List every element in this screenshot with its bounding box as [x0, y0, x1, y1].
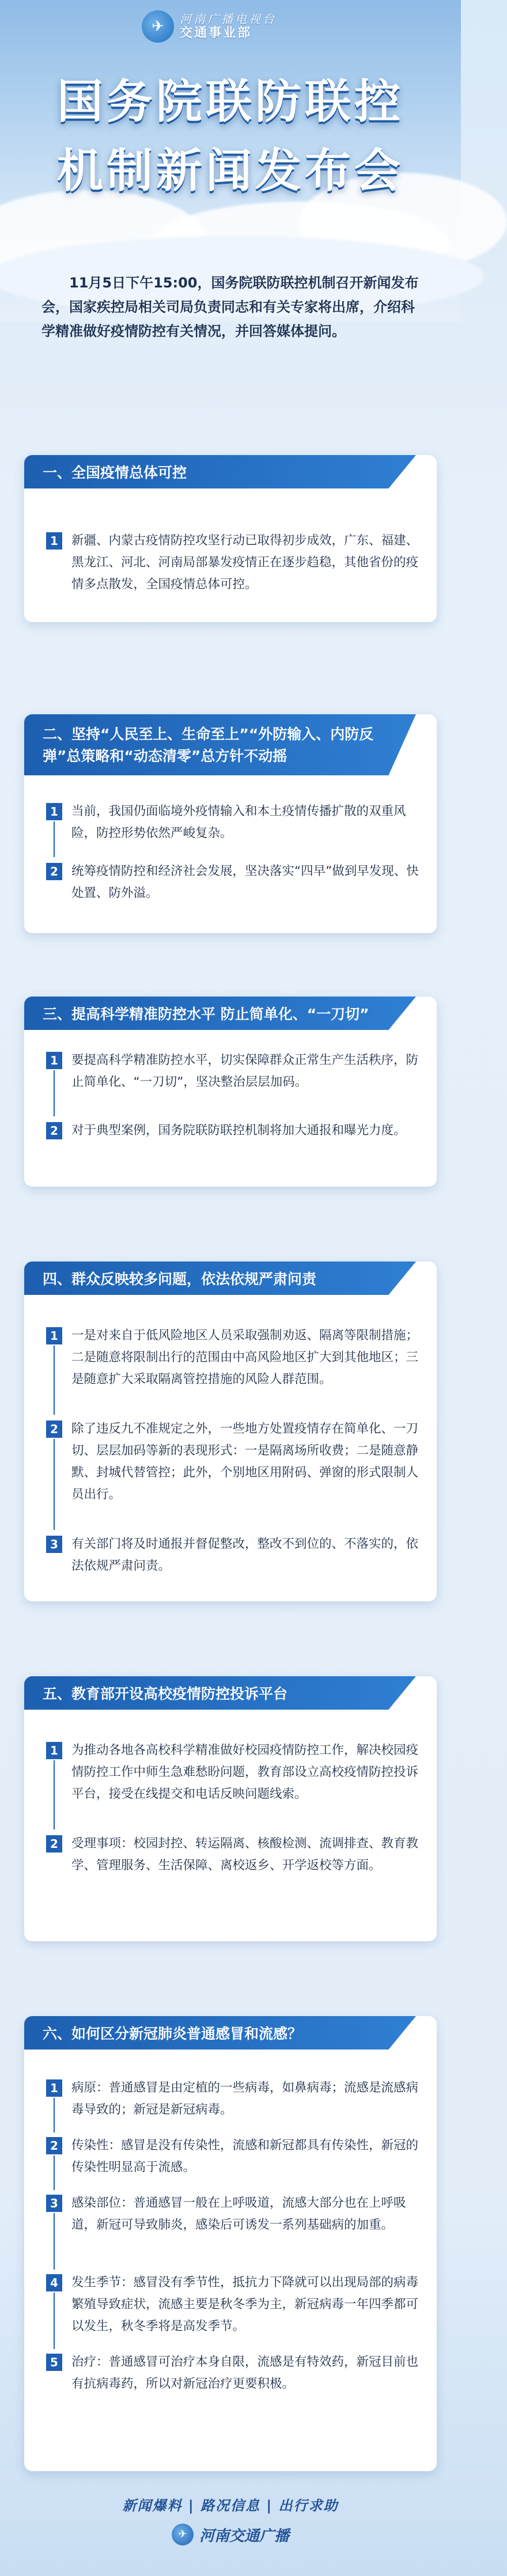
item-text: 除了违反九不准规定之外，一些地方处置疫情存在简单化、一刀切、层层加码等新的表现形式：一是隔离场所收费；二是随意静默、封城代替管控；此外，个别地区用附码、弹窗的形式限制人员出行。	[71, 1422, 419, 1502]
item-text: 病原：普通感冒是由定植的一些病毒，如鼻病毒；流感是流感病毒导致的；新冠是新冠病毒。	[71, 2081, 419, 2117]
item-text: 要提高科学精准防控水平，切实保障群众正常生产生活秩序，防止简单化、“一刀切”，坚决整治层层加码。	[71, 1053, 419, 1089]
item-number: 1	[46, 803, 62, 820]
connector-line	[54, 1070, 55, 1116]
section-title: 四、群众反映较多问题，依法依规严肃问责	[43, 1271, 317, 1287]
connector-line	[54, 2098, 55, 2132]
logo-line1: 河南广播电视台	[180, 12, 277, 26]
connector-line	[54, 821, 55, 857]
connector-line	[54, 2293, 55, 2349]
item-number: 2	[46, 1835, 62, 1853]
connector-line	[54, 2155, 55, 2190]
intro-paragraph: 11月5日下午15:00，国务院联防联控机制召开新闻发布会，国家疾控局相关司局负责同志和有关专家将出席，介绍科学精准做好疫情防控有关情况，并回答媒体提问。	[41, 275, 419, 339]
connector-line	[54, 1346, 55, 1415]
section-card	[24, 1262, 437, 1601]
item-text: 当前，我国仍面临境外疫情输入和本土疫情传播扩散的双重风险，防控形势依然严峻复杂。	[71, 804, 406, 840]
item-text: 受理事项：校园封控、转运隔离、核酸检测、流调排查、教育教学、管理服务、生活保障、离校返乡、开学返校等方面。	[71, 1836, 419, 1873]
item-text: 为推动各地各高校科学精准做好校园疫情防控工作，解决校园疫情防控工作中师生急难愁盼问题，教育部设立高校疫情防控投诉平台，接受在线提交和电话反映问题线索。	[71, 1743, 419, 1801]
item-number: 4	[46, 2274, 62, 2291]
item-text: 发生季节：感冒没有季节性，抵抗力下降就可以出现局部的病毒繁殖导致症状，流感主要是秋冬季为主，新冠病毒一年四季都可以发生，秋冬季将是高发季节。	[71, 2275, 419, 2333]
item-number: 1	[46, 1052, 62, 1069]
item-number: 3	[46, 2195, 62, 2212]
section-title: 三、提高科学精准防控水平 防止简单化、“一刀切”	[43, 1006, 369, 1022]
item-number: 3	[46, 1536, 62, 1553]
radio-logo-icon: ✈	[172, 2524, 194, 2545]
footer	[0, 2494, 461, 2545]
item-text: 有关部门将及时通报并督促整改，整改不到位的、不落实的，依法依规严肃问责。	[71, 1537, 419, 1573]
item-number: 1	[46, 532, 62, 550]
item-number: 2	[46, 1420, 62, 1438]
section-card	[24, 2016, 437, 2471]
item-text: 对于典型案例，国务院联防联控机制将加大通报和曝光力度。	[71, 1123, 406, 1138]
footer-brand-logo	[172, 2524, 289, 2545]
section-card	[24, 714, 437, 933]
page-title-line1: 国务院联防联控	[57, 75, 404, 128]
connector-line	[54, 2213, 55, 2270]
station-logo-icon: ✈	[142, 10, 174, 43]
item-number: 2	[46, 1122, 62, 1139]
connector-line	[54, 1760, 55, 1829]
section-title: 五、教育部开设高校疫情防控投诉平台	[43, 1685, 288, 1702]
station-logo	[142, 10, 277, 43]
item-number: 2	[46, 2137, 62, 2154]
section-title: 六、如何区分新冠肺炎普通感冒和流感？	[43, 2025, 302, 2042]
logo-line2: 交通事业部	[180, 25, 252, 40]
item-text: 感染部位：普通感冒一般在上呼吸道，流感大部分也在上呼吸道，新冠可导致肺炎，感染后可诱发一系列基础病的加重。	[71, 2196, 406, 2232]
item-text: 新疆、内蒙古疫情防控攻坚行动已取得初步成效，广东、福建、黑龙江、河北、河南局部暴发疫情正在逐步趋稳，其他省份的疫情多点散发，全国疫情总体可控。	[71, 533, 419, 592]
connector-line	[54, 1439, 55, 1530]
item-number: 5	[46, 2354, 62, 2371]
item-number: 1	[46, 1327, 62, 1344]
section-card	[24, 1676, 437, 1941]
item-number: 2	[46, 863, 62, 880]
item-text: 统筹疫情防控和经济社会发展，坚决落实“四早”做到早发现、快处置、防外溢。	[71, 864, 419, 900]
item-number: 1	[46, 2079, 62, 2097]
item-number: 1	[46, 1742, 62, 1759]
header-banner	[0, 0, 461, 339]
section-card	[24, 997, 437, 1187]
footer-brand-name: 河南交通广播	[199, 2527, 289, 2545]
section-card	[24, 455, 437, 622]
footer-slogan: 新闻爆料 | 路况信息 | 出行求助	[122, 2498, 339, 2514]
section-title: 一、全国疫情总体可控	[43, 464, 187, 481]
item-text: 一是对来自于低风险地区人员采取强制劝返、隔离等限制措施；二是随意将限制出行的范围由中高风险地区扩大到其他地区；三是随意扩大采取隔离管控措施的风险人群范围。	[71, 1328, 419, 1387]
page-title-line2: 机制新闻发布会	[57, 144, 404, 198]
item-text: 治疗：普通感冒可治疗本身自限，流感是有特效药，新冠目前也有抗病毒药，所以对新冠治疗更要积极。	[71, 2355, 419, 2391]
item-text: 传染性：感冒是没有传染性，流感和新冠都具有传染性，新冠的传染性明显高于流感。	[71, 2138, 419, 2175]
section-title: 二、坚持“人民至上、生命至上”“外防输入、内防反弹”总策略和“动态清零”总方针不动摇	[43, 726, 374, 764]
